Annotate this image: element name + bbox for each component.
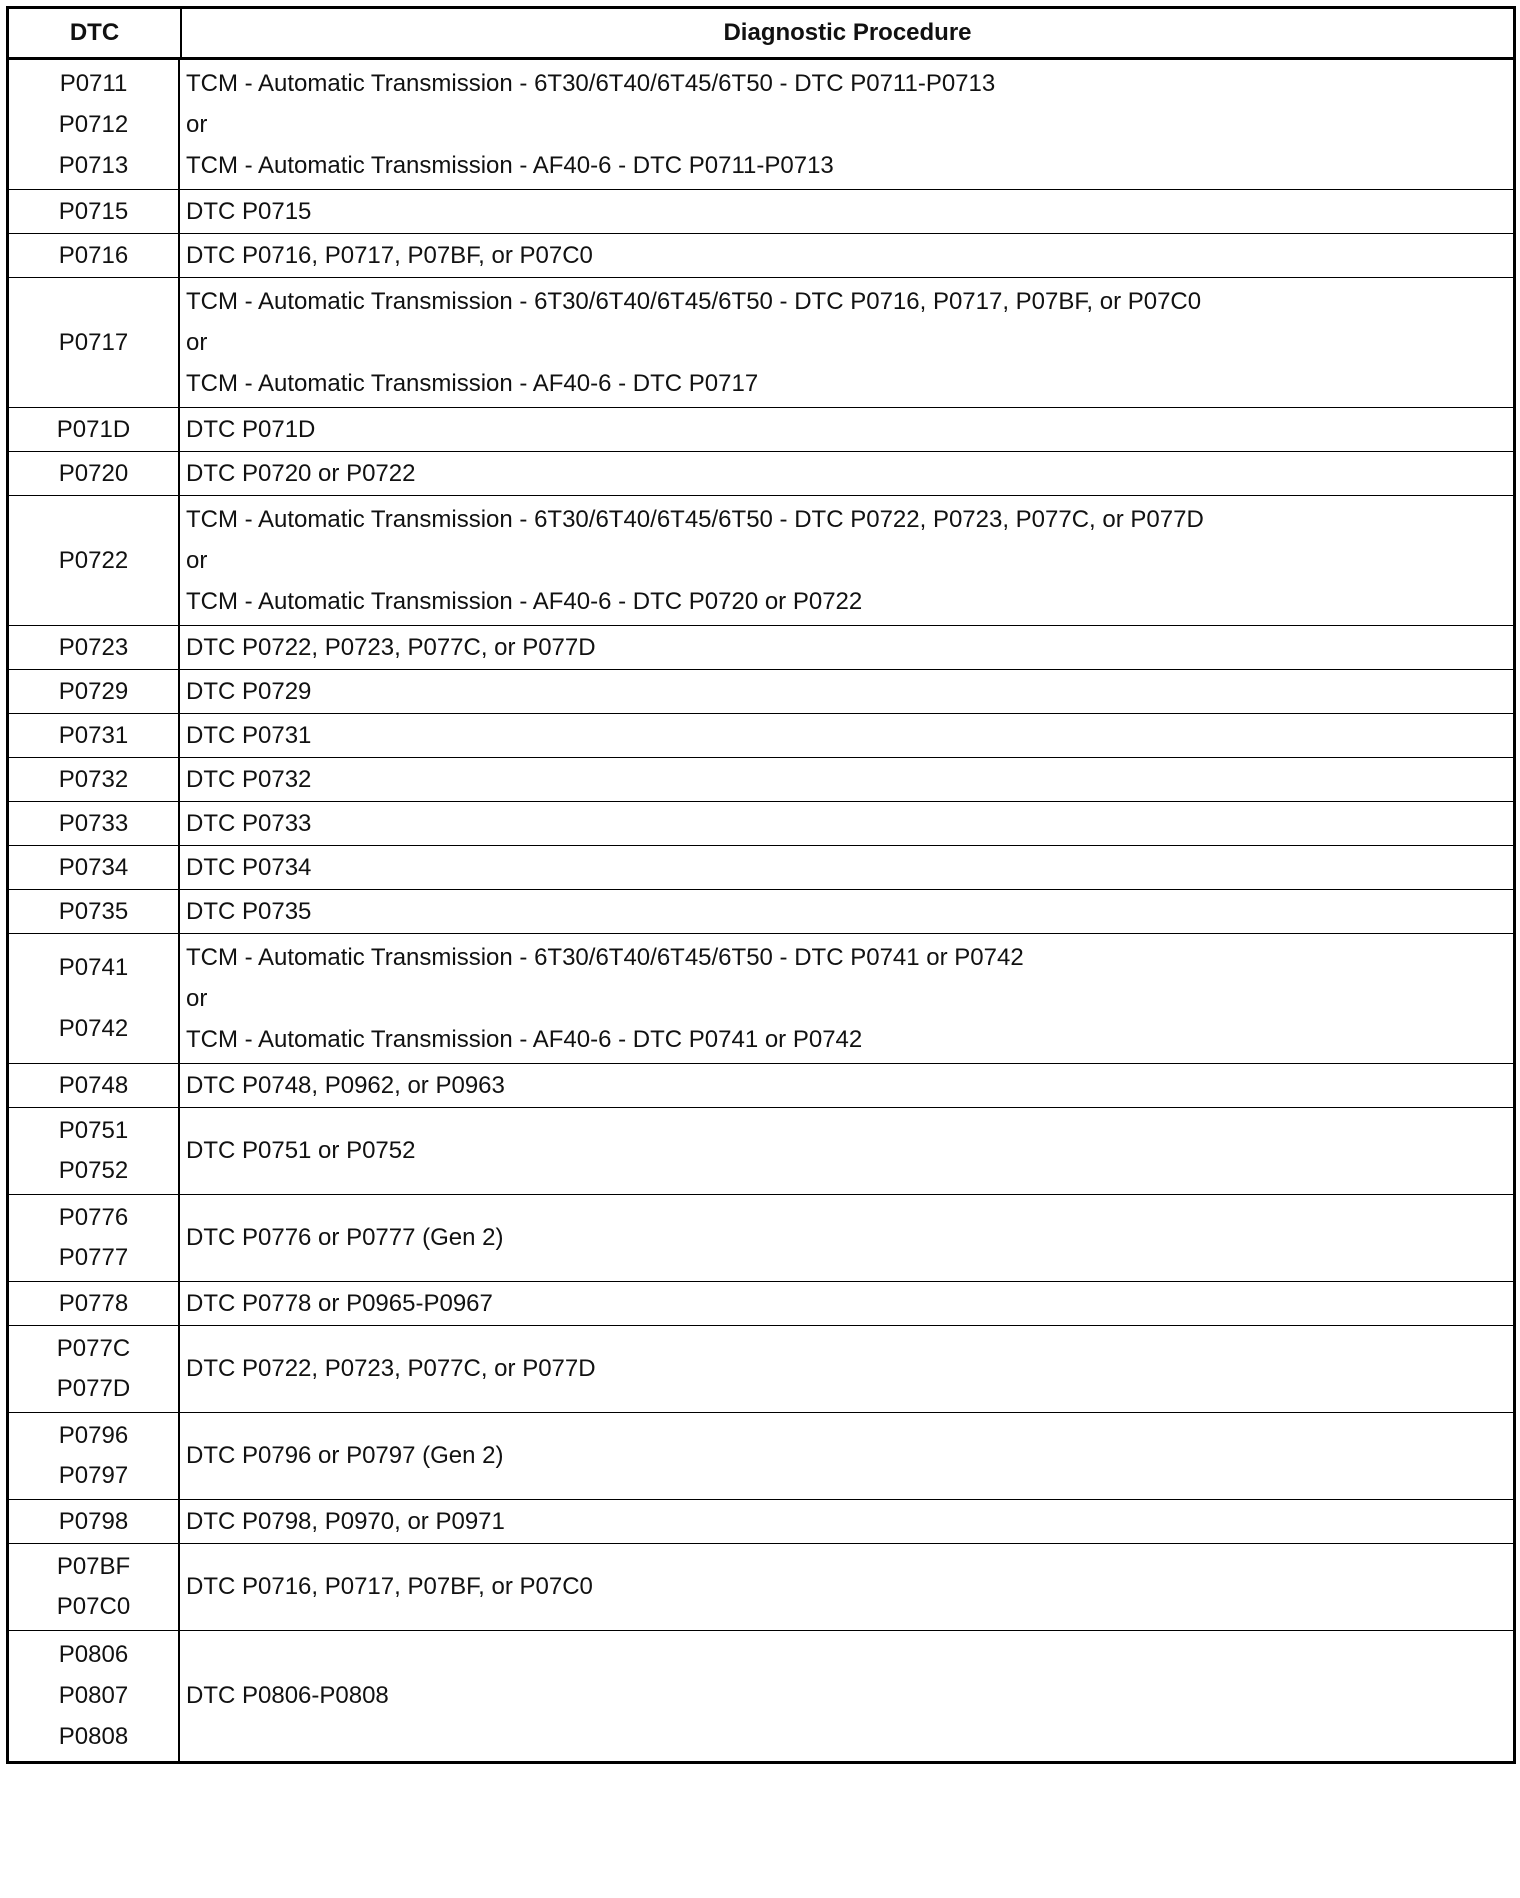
dtc-code: P0742 — [58, 1015, 129, 1043]
procedure-text: DTC P0734 — [186, 853, 312, 881]
procedure-cell — [180, 626, 1513, 669]
dtc-code: P0732 — [58, 765, 129, 793]
table-row — [9, 1195, 1513, 1282]
procedure-text: DTC P0716, P0717, P07BF, or P07C0 — [186, 1573, 593, 1600]
procedure-cell — [180, 1500, 1513, 1543]
dtc-code: P0713 — [58, 151, 129, 179]
procedure-text: DTC P0722, P0723, P077C, or P077D — [186, 633, 596, 661]
dtc-cell — [9, 190, 180, 233]
dtc-code: P0720 — [58, 459, 129, 487]
dtc-cell — [9, 1544, 180, 1630]
dtc-code: P0752 — [58, 1157, 129, 1184]
table-row — [9, 496, 1513, 626]
table-row — [9, 1326, 1513, 1413]
procedure-cell — [180, 1108, 1513, 1194]
dtc-cell — [9, 1195, 180, 1281]
procedure-text: DTC P0722, P0723, P077C, or P077D — [186, 1355, 596, 1382]
dtc-code: P0716 — [58, 241, 129, 269]
dtc-cell — [9, 60, 180, 189]
procedure-text: DTC P0776 or P0777 (Gen 2) — [186, 1224, 504, 1251]
dtc-code: P0798 — [58, 1507, 129, 1535]
table-row — [9, 1108, 1513, 1195]
dtc-cell — [9, 1631, 180, 1761]
procedure-text: TCM - Automatic Transmission - 6T30/6T40/6T45/6T50 - DTC P0711-P0713 — [186, 69, 996, 97]
dtc-cell — [9, 1326, 180, 1412]
procedure-text: DTC P0729 — [186, 677, 312, 705]
table-row — [9, 1413, 1513, 1500]
dtc-code: P0734 — [58, 853, 129, 881]
dtc-code: P0797 — [58, 1462, 129, 1489]
procedure-cell — [180, 1282, 1513, 1325]
dtc-cell — [9, 890, 180, 933]
procedure-text: TCM - Automatic Transmission - AF40-6 - DTC P0720 or P0722 — [186, 587, 863, 615]
procedure-text: DTC P0735 — [186, 897, 312, 925]
table-row — [9, 1631, 1513, 1761]
procedure-cell — [180, 1195, 1513, 1281]
procedure-cell — [180, 496, 1513, 625]
dtc-cell — [9, 934, 180, 1063]
dtc-code: P0807 — [58, 1681, 129, 1709]
procedure-text: DTC P0798, P0970, or P0971 — [186, 1507, 505, 1535]
procedure-cell — [180, 1064, 1513, 1107]
dtc-cell — [9, 670, 180, 713]
procedure-text: TCM - Automatic Transmission - AF40-6 - DTC P0741 or P0742 — [186, 1025, 863, 1053]
dtc-code: P071D — [56, 415, 131, 443]
procedure-text: DTC P0715 — [186, 197, 312, 225]
dtc-code: P0711 — [59, 69, 128, 97]
procedure-cell — [180, 190, 1513, 233]
procedure-text: TCM - Automatic Transmission - AF40-6 - DTC P0711-P0713 — [186, 151, 834, 179]
table-row — [9, 714, 1513, 758]
dtc-code: P0748 — [58, 1071, 129, 1099]
procedure-cell — [180, 1326, 1513, 1412]
table-row — [9, 626, 1513, 670]
procedure-text: DTC P0796 or P0797 (Gen 2) — [186, 1442, 504, 1469]
procedure-text: DTC P0720 or P0722 — [186, 459, 416, 487]
table-header — [9, 9, 1513, 60]
procedure-text: DTC P0751 or P0752 — [186, 1137, 416, 1164]
table-row — [9, 1500, 1513, 1544]
dtc-code: P0723 — [58, 633, 129, 661]
procedure-cell — [180, 1631, 1513, 1761]
procedure-text: DTC P0733 — [186, 809, 312, 837]
procedure-cell — [180, 758, 1513, 801]
procedure-cell — [180, 278, 1513, 407]
dtc-code: P0741 — [58, 953, 129, 981]
dtc-code: P07C0 — [56, 1593, 131, 1620]
procedure-cell — [180, 802, 1513, 845]
procedure-text: DTC P0748, P0962, or P0963 — [186, 1071, 505, 1099]
dtc-cell — [9, 1108, 180, 1194]
table-body — [9, 60, 1513, 1761]
procedure-text: or — [186, 328, 208, 356]
dtc-code: P0722 — [58, 546, 129, 574]
dtc-cell — [9, 408, 180, 451]
dtc-code: P0733 — [58, 809, 129, 837]
table-row — [9, 1282, 1513, 1326]
dtc-code: P0712 — [58, 110, 129, 138]
procedure-cell — [180, 1413, 1513, 1499]
procedure-text: DTC P0716, P0717, P07BF, or P07C0 — [186, 241, 593, 269]
procedure-cell — [180, 60, 1513, 189]
procedure-column-header: Diagnostic Procedure — [723, 19, 972, 46]
dtc-code: P0731 — [58, 721, 129, 749]
dtc-code: P077D — [56, 1375, 131, 1402]
dtc-cell — [9, 1413, 180, 1499]
dtc-cell — [9, 234, 180, 277]
table-row — [9, 934, 1513, 1064]
dtc-code: P07BF — [56, 1553, 131, 1580]
dtc-cell — [9, 846, 180, 889]
procedure-cell — [180, 714, 1513, 757]
dtc-cell — [9, 1500, 180, 1543]
table-row — [9, 758, 1513, 802]
procedure-text: or — [186, 984, 208, 1012]
dtc-code: P077C — [56, 1335, 131, 1362]
procedure-cell — [180, 670, 1513, 713]
dtc-cell — [9, 496, 180, 625]
procedure-cell — [180, 234, 1513, 277]
dtc-code: P0777 — [58, 1244, 129, 1271]
dtc-code: P0717 — [58, 328, 129, 356]
procedure-cell — [180, 846, 1513, 889]
dtc-code: P0776 — [58, 1204, 129, 1231]
procedure-text: DTC P0806-P0808 — [186, 1682, 389, 1709]
dtc-cell — [9, 278, 180, 407]
procedure-text: TCM - Automatic Transmission - 6T30/6T40/6T45/6T50 - DTC P0741 or P0742 — [186, 943, 1024, 971]
table-row — [9, 846, 1513, 890]
procedure-text: DTC P0732 — [186, 765, 312, 793]
procedure-text: TCM - Automatic Transmission - AF40-6 - DTC P0717 — [186, 369, 759, 397]
dtc-code: P0796 — [58, 1422, 129, 1449]
table-row — [9, 802, 1513, 846]
procedure-text: or — [186, 546, 208, 574]
table-row — [9, 60, 1513, 190]
dtc-column-header: DTC — [9, 9, 182, 57]
dtc-code: P0735 — [58, 897, 129, 925]
dtc-cell — [9, 758, 180, 801]
dtc-code: P0806 — [58, 1640, 129, 1668]
dtc-code: P0715 — [58, 197, 129, 225]
procedure-cell — [180, 890, 1513, 933]
table-row — [9, 190, 1513, 234]
table-row — [9, 278, 1513, 408]
procedure-cell — [180, 452, 1513, 495]
procedure-text: TCM - Automatic Transmission - 6T30/6T40/6T45/6T50 - DTC P0716, P0717, P07BF, or P07C0 — [186, 287, 1202, 315]
dtc-cell — [9, 802, 180, 845]
dtc-cell — [9, 714, 180, 757]
table-row — [9, 234, 1513, 278]
dtc-table — [6, 6, 1516, 1764]
table-row — [9, 408, 1513, 452]
dtc-cell — [9, 1282, 180, 1325]
procedure-cell — [180, 1544, 1513, 1630]
procedure-text: TCM - Automatic Transmission - 6T30/6T40/6T45/6T50 - DTC P0722, P0723, P077C, or P077D — [186, 505, 1204, 533]
dtc-code: P0778 — [58, 1289, 129, 1317]
table-row — [9, 890, 1513, 934]
dtc-code: P0751 — [58, 1117, 129, 1144]
dtc-cell — [9, 626, 180, 669]
procedure-text: or — [186, 110, 208, 138]
procedure-text: DTC P071D — [186, 415, 316, 443]
table-row — [9, 1064, 1513, 1108]
table-row — [9, 452, 1513, 496]
table-row — [9, 1544, 1513, 1631]
table-row — [9, 670, 1513, 714]
procedure-cell — [180, 934, 1513, 1063]
dtc-code: P0729 — [58, 677, 129, 705]
procedure-cell — [180, 408, 1513, 451]
dtc-cell — [9, 452, 180, 495]
dtc-code: P0808 — [58, 1723, 129, 1751]
procedure-text: DTC P0778 or P0965-P0967 — [186, 1289, 493, 1317]
procedure-text: DTC P0731 — [186, 721, 312, 749]
dtc-cell — [9, 1064, 180, 1107]
